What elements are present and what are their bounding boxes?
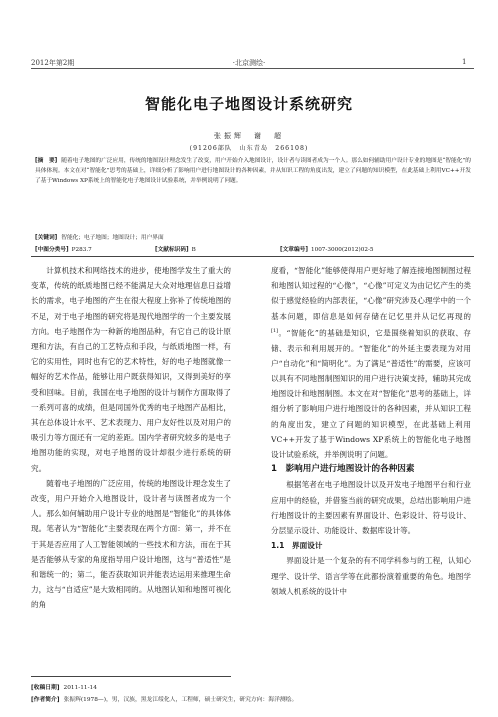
article-title: 智能化电子地图设计系统研究 [144, 95, 353, 113]
body-paragraph: 计算机技术和网络技术的进步，使地图学发生了重大的变革，传统的纸质地图已经不能满足大众对地理信息日益增长的需求，电子地图的产生在很大程度上弥补了传统地图的不足，对于电子地图的研究将是现代地图学的一个主要发展方向。电子地图作为一种新的地图品种，有它自己的设计原理和方法，有自己的工艺特点和手段，与纸质地图一样，有它的实用性，同时也有它的艺术特性，好的电子地图就像一幅好的艺术作品，能够让用户既获得知识，又得到美好的享受和回味。目前，我国在电子地图的设计与制作方面取得了一系列可喜的成绩，但是同国外优秀的电子地图产品相比，其在总体设计水平、艺术表现力、用户友好性以及对用户的吸引力等方面还有一定的差距。国内学者研究较多的是电子地图功能的实现，对电子地图的设计却很少进行系统的研究。 [31, 266, 231, 473]
body-text: 度看，“智能化”能够使得用户更好地了解连接地图制图过程和地图认知过程的“心像”，“心像”可定义为由记忆产生的类似于感觉经验的内部表征，“心像”研究涉及心理学中的一个基本问题，即信息是如何存储在记忆里并从记忆再现的 [271, 266, 471, 321]
journal-name: ·北京测绘· [232, 59, 266, 67]
body-left-column [31, 263, 231, 613]
received-date: 2011-11-14 [63, 685, 97, 691]
keywords-text: 智能化；电子地图；地图设计；用户界面 [61, 235, 164, 241]
keywords [35, 232, 471, 241]
issue-label: 2012年第2期 [31, 59, 75, 67]
author-bio: 张振辉(1978—)，男，汉族，黑龙江绥化人，工程师，硕士研究生，研究方向：海洋测绘。 [63, 697, 298, 703]
citation: [1] [271, 327, 279, 334]
body-paragraph: 界面设计是一个复杂的有不同学科参与的工程，认知心理学、设计学、语言学等在此都扮演着重要的角色。地图学领域人机系统的设计中 [271, 556, 471, 596]
abstract [35, 156, 471, 186]
articleno-label: [文章编号] [280, 247, 308, 253]
doccode-label: [文献标识码] [155, 247, 189, 253]
page-number: 1 [462, 58, 467, 66]
received-label: [收稿日期] [31, 685, 60, 691]
abstract-label: [摘 要] [35, 158, 58, 164]
clc-label: [中图分类号] [35, 247, 69, 253]
body-text: 。“智能化”的基础是知识，它是围绕着知识的获取、存储、表示和利用展开的。“智能化”的外延主要表现为对用户“自动化”和“简明化”。为了满足“普适性”的需要，应该可以具有不同地图制图知识的用户进行决策支持，辅助其完成地图设计和地图制图。本文在对“智能化”思考的基础上，详细分析了影响用户进行地图设计的各种因素，并从知识工程的角度出发，建立了问题的知识模型，在此基础上利用VC++开发了基于Windows XP系统上的智能化电子地图设计试验系统，并举例说明了问题。 [271, 328, 471, 459]
footnote-author [31, 694, 471, 703]
doccode-value: B [191, 247, 196, 253]
footnote-rule [31, 676, 231, 677]
section-heading: 1 影响用户进行地图设计的各种因素 [271, 464, 415, 475]
abstract-separator [31, 256, 474, 257]
subsection-heading: 1.1 界面设计 [271, 541, 323, 551]
body-right-column [271, 263, 471, 599]
header-rule [31, 68, 474, 69]
body-paragraph: 根据笔者在电子地图设计以及开发电子地图平台和行业应用中的经验，并借鉴当前的研究成果，总结出影响用户进行地图设计的主要因素有界面设计、色彩设计、符号设计、分层显示设计、功能设计、数据库设计等。 [271, 480, 471, 535]
keywords-label: [关键词] [35, 235, 58, 241]
footnote-received [31, 682, 471, 691]
body-paragraph: 随着电子地图的广泛应用，传统的地图设计理念发生了改变，用户开始介入地图设计，设计者与读图者成为一个人。那么如何辅助用户设计专业的地图是“智能化”的具体体现。笔者认为“智能化”主要表现在两个方面：第一，并不在于其是否应用了人工智能领域的一些技术和方法，而在于其是否能够从专家的角度指导用户设计地图，这与“普适性”是和谐统一的；第二，能否获取知识并能表达运用来推理生命力，这与“自适应”是大致相同的。从地图认知和地图可视化的角 [31, 478, 231, 610]
article-affiliation: (91206部队 山东青岛 266108) [189, 145, 309, 152]
article-authors: 张振辉 谢 超 [214, 132, 284, 140]
body-paragraph [271, 263, 471, 462]
articleno-value: 1007-3000(2012)02-5 [310, 247, 374, 253]
clc-value: P283.7 [71, 247, 92, 253]
abstract-text: 随着电子地图的广泛应用，传统的地图设计理念发生了改变，用户开始介入地图设计，设计者与读图者成为一个人。那么如何辅助用户设计专业的地图是“智能化”的具体体现。本文在对“智能化”思考的基础上，详细分析了影响用户进行地图设计的各种因素，并从知识工程的角度出发，建立了问题的知识模型，在此基础上利用VC++开发了基于Windows XP系统上的智能化电子地图设计试验系统，并举例说明了问题。 [35, 158, 471, 184]
author-bio-label: [作者简介] [31, 697, 60, 703]
